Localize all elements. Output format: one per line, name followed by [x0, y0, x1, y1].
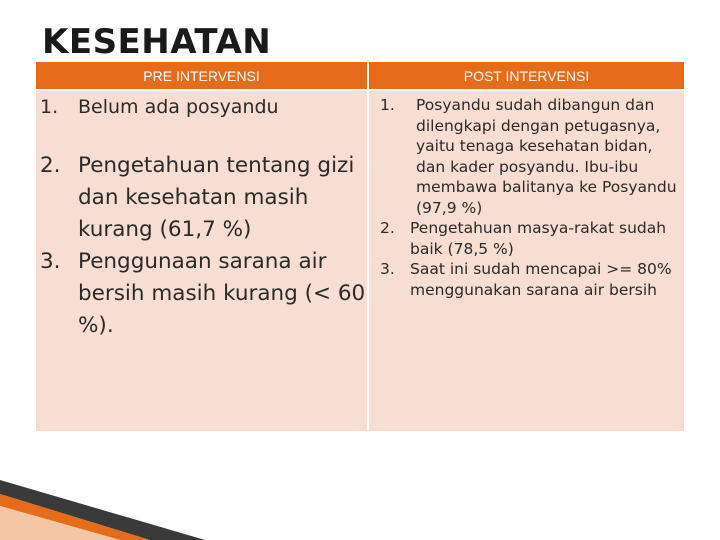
table-header-row [36, 62, 684, 89]
page-title: KESEHATAN [42, 22, 272, 62]
item-text: Penggunaan sarana air bersih masih kurang (< 60 %). [78, 249, 366, 338]
item-text: Belum ada posyandu [78, 96, 279, 118]
list-item [40, 246, 367, 342]
item-text: Saat ini sudah mencapai >= 80% menggunakan sarana air bersih [410, 260, 672, 299]
list-item [40, 150, 367, 246]
list-item [380, 259, 684, 300]
list-item [380, 218, 684, 259]
item-number: 3. [380, 260, 395, 278]
item-text: Posyandu sudah dibangun dan dilengkapi dengan petugasnya, yaitu tenaga kesehatan bidan, dan kader posyandu. Ibu-ibu membawa balitanya ke Posyandu (97,9 %) [416, 96, 677, 217]
item-number: 1. [40, 96, 59, 118]
item-number: 1. [380, 96, 395, 114]
item-number: 2. [40, 153, 61, 178]
column-header-post: POST INTERVENSI [369, 62, 684, 89]
item-number: 3. [40, 249, 61, 274]
comparison-table [36, 62, 684, 431]
table-row [36, 89, 684, 431]
list-item [380, 95, 684, 218]
item-text: Pengetahuan tentang gizi dan kesehatan masih kurang (61,7 %) [78, 153, 355, 242]
decorative-swoosh [0, 420, 720, 540]
post-intervention-cell [369, 89, 684, 431]
column-header-pre: PRE INTERVENSI [36, 62, 369, 89]
pre-intervention-cell [36, 89, 369, 431]
list-item [40, 95, 367, 120]
item-number: 2. [380, 219, 395, 237]
item-text: Pengetahuan masya-rakat sudah baik (78,5 %) [410, 219, 667, 258]
